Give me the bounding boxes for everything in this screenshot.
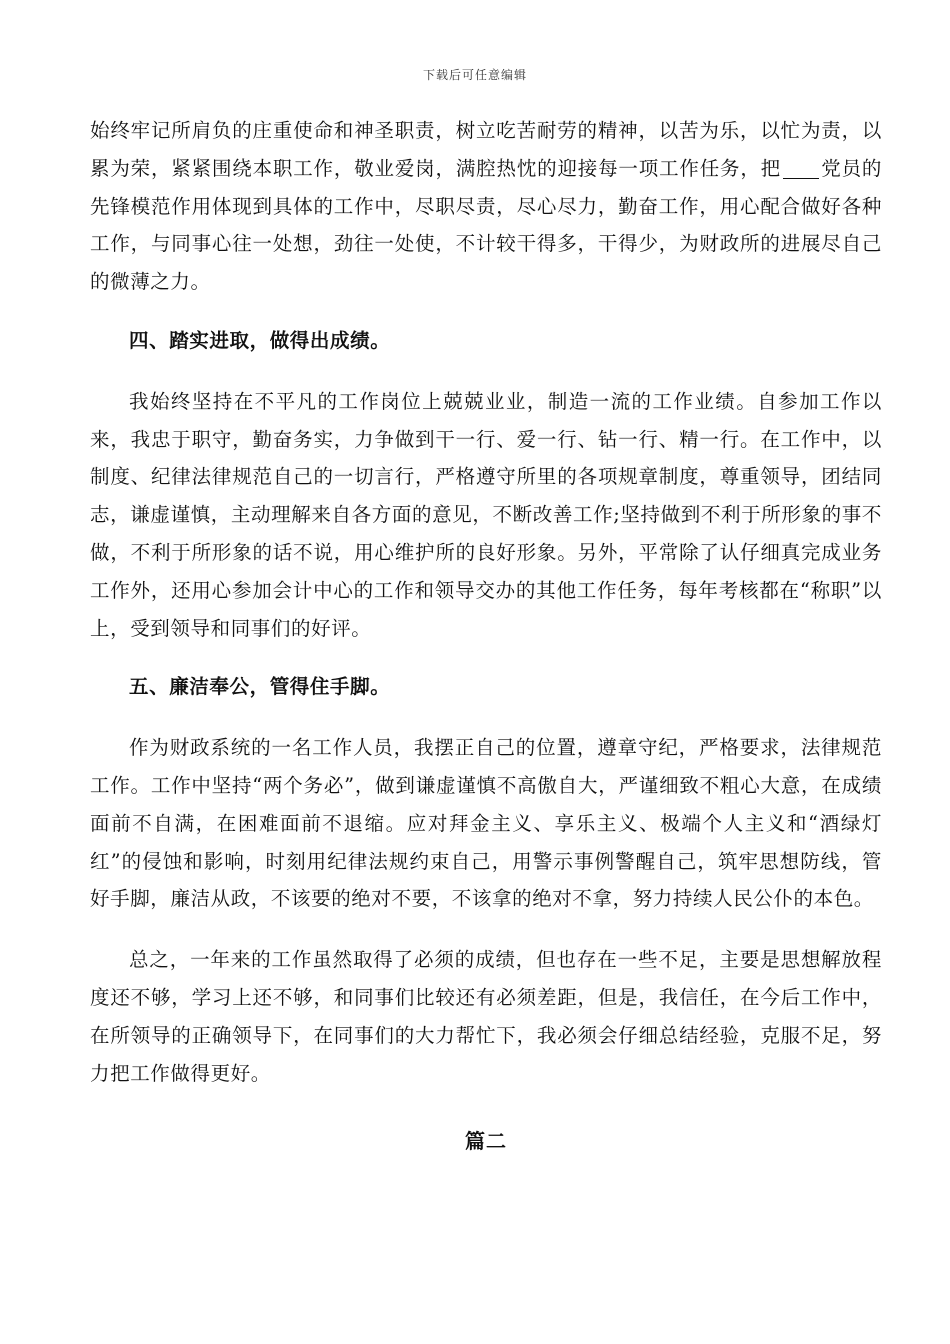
document-body xyxy=(90,112,882,1160)
fill-in-blank xyxy=(783,158,819,179)
paragraph-achievement: 我始终坚持在不平凡的工作岗位上兢兢业业，制造一流的工作业绩。自参加工作以来，我忠于职守，勤奋务实，力争做到干一行、爱一行、钻一行、精一行。在工作中，以制度、纪律法律规范自己的一切言行，严格遵守所里的各项规章制度，尊重领导，团结同志，谦虚谨慎，主动理解来自各方面的意见，不断改善工作;坚持做到不利于所形象的事不做，不利于所形象的话不说，用心维护所的良好形象。另外，平常除了认仔细真完成业务工作外，还用心参加会计中心的工作和领导交办的其他工作任务，每年考核都在“称职”以上，受到领导和同事们的好评。 xyxy=(90,389,882,640)
spacer xyxy=(90,360,882,383)
paragraph-duty-text-1: 始终牢记所肩负的庄重使命和神圣职责，树立吃苦耐劳的精神，以苦为乐，以忙为责，以累为荣，紧紧围绕本职工作，敬业爱岗，满腔热忱的迎接每一项工作任务，把 xyxy=(90,119,882,180)
spacer xyxy=(90,918,882,941)
paragraph-duty-text-2: 党员的先锋模范作用体现到具体的工作中，尽职尽责，尽心尽力，勤奋工作，用心配合做好各种工作，与同事心往一处想，劲往一处使，不计较干得多，干得少，为财政所的进展尽自己的微薄之力。 xyxy=(90,156,882,294)
heading-section-5: 五、廉洁奉公，管得住手脚。 xyxy=(129,675,391,699)
page-header: 下载后可任意编辑 xyxy=(422,68,527,82)
paragraph-integrity: 作为财政系统的一名工作人员，我摆正自己的位置，遵章守纪，严格要求，法律规范工作。工作中坚持“两个务必”，做到谦虚谨慎不高傲自大，严谨细致不粗心大意，在成绩面前不自满，在困难面前不退缩。应对拜金主义、享乐主义、极端个人主义和“酒绿灯红”的侵蚀和影响，时刻用纪律法规约束自己，用警示事例警醒自己，筑牢思想防线，管好手脚，廉洁从政，不该要的绝对不要，不该拿的绝对不拿，努力持续人民公仆的本色。 xyxy=(90,736,882,911)
section-title: 篇二 xyxy=(465,1129,507,1154)
spacer xyxy=(90,647,882,668)
heading-section-4: 四、踏实进取，做得出成绩。 xyxy=(129,328,391,352)
paragraph-duty xyxy=(90,112,882,301)
paragraph-summary: 总之，一年来的工作虽然取得了必须的成绩，但也存在一些不足，主要是思想解放程度还不够，学习上还不够，和同事们比较还有必须差距，但是，我信任，在今后工作中，在所领导的正确领导下，在同事们的大力帮忙下，我必须会仔细总结经验，克服不足，努力把工作做得更好。 xyxy=(90,948,882,1085)
spacer xyxy=(90,706,882,729)
spacer xyxy=(90,1092,882,1122)
spacer xyxy=(90,301,882,322)
